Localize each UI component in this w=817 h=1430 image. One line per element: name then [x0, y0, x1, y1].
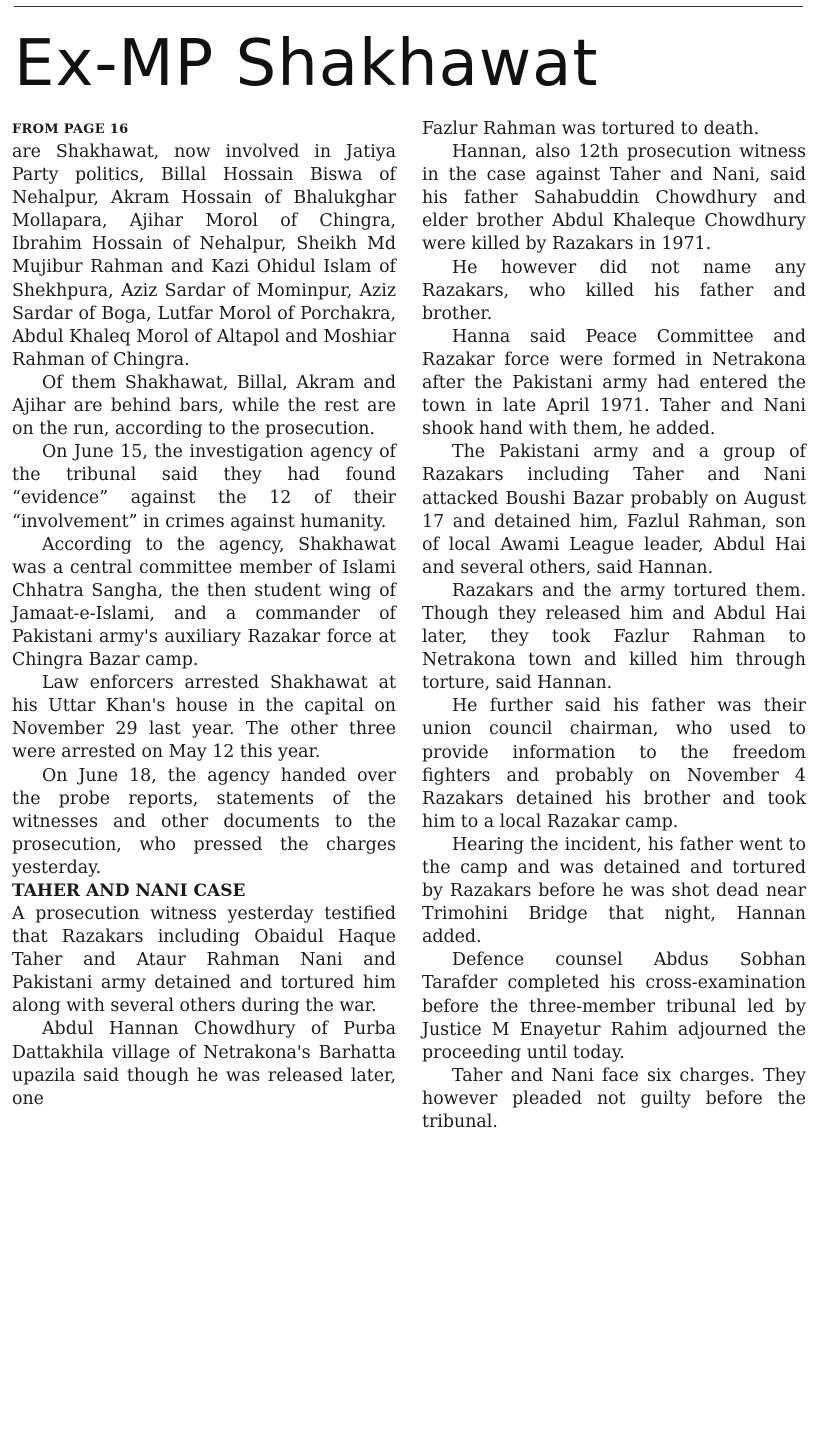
article-paragraph: The Pakistani army and a group of Razakars including Taher and Nani attacked Boushi Bazar probably on August 17 and detained him, Fazlul Rahman, son of local Awami League leader, Abdul Hai and several others, said Hannan.: [422, 442, 806, 578]
article-paragraph: On June 18, the agency handed over the probe reports, statements of the witnesses and other documents to the prosecution, who pressed the charges yesterday.: [12, 765, 396, 878]
article-paragraph: Hanna said Peace Committee and Razakar force were formed in Netrakona after the Pakistani army had entered the town in late April 1971. Taher and Nani shook hand with them, he added.: [422, 326, 806, 440]
article-paragraph: Hearing the incident, his father went to the camp and was detained and tortured by Razakars before he was shot dead near Trimohini Bridge that night, Hannan added.: [422, 834, 806, 948]
left-column: [12, 118, 396, 1111]
right-column: [422, 118, 806, 1134]
article-paragraph: Defence counsel Abdus Sobhan Tarafder completed his cross-examination before the three-member tribunal led by Justice M Enayetur Rahim adjourned the proceeding until today.: [422, 950, 806, 1063]
headline: Ex-MP Shakhawat: [14, 27, 599, 101]
section-subhead: TAHER AND NANI CASE: [12, 881, 246, 901]
article-paragraph: A prosecution witness yesterday testified that Razakars including Obaidul Haque Taher and Ataur Rahman Nani and Pakistani army detained and tortured him along with several others during the war.: [12, 904, 396, 1017]
article-paragraph: According to the agency, Shakhawat was a central committee member of Islami Chhatra Sangha, the then student wing of Jamaat-e-Islami, and a commander of Pakistani army's auxiliary Razakar force at Chingra Bazar camp.: [12, 534, 396, 671]
article-paragraph: Abdul Hannan Chowdhury of Purba Dattakhila village of Netrakona's Barhatta upazila said though he was released later, one: [12, 1019, 396, 1109]
kicker: FROM PAGE 16: [12, 122, 129, 137]
article-paragraph: Taher and Nani face six charges. They however pleaded not guilty before the tribunal.: [422, 1065, 806, 1133]
article-paragraph: He further said his father was their union council chairman, who used to provide information to the freedom fighters and probably on November 4 Razakars detained his brother and took him to a local Razakar camp.: [422, 696, 806, 832]
article-paragraph: are Shakhawat, now involved in Jatiya Party politics, Billal Hossain Biswa of Nehalpur, Akram Hossain of Bhalukghar Mollapara, Ajihar Morol of Chingra, Ibrahim Hossain of Nehalpur, Sheikh Md Mujibur Rahman and Kazi Ohidul Islam of Shekhpura, Aziz Sardar of Mominpur, Aziz Sardar of Boga, Lutfar Morol of Porchakra, Abdul Khaleq Morol of Altapol and Moshiar Rahman of Chingra.: [12, 142, 396, 370]
article-paragraph: Hannan, also 12th prosecution witness in the case against Taher and Nani, said his father Sahabuddin Chowdhury and elder brother Abdul Khaleque Chowdhury were killed by Razakars in 1971.: [422, 142, 806, 255]
article-paragraph: Law enforcers arrested Shakhawat at his Uttar Khan's house in the capital on November 29 last year. The other three were arrested on May 12 this year.: [12, 673, 396, 763]
article-paragraph: Of them Shakhawat, Billal, Akram and Ajihar are behind bars, while the rest are on the run, according to the prosecution.: [12, 372, 396, 440]
article-paragraph: On June 15, the investigation agency of the tribunal said they had found “evidence” against the 12 of their “involvement” in crimes against humanity.: [12, 442, 396, 532]
top-rule: [14, 6, 803, 7]
article-paragraph: Fazlur Rahman was tortured to death.: [422, 119, 760, 139]
article-paragraph: He however did not name any Razakars, who killed his father and brother.: [422, 257, 806, 324]
article-paragraph: Razakars and the army tortured them. Though they released him and Abdul Hai later, they took Fazlur Rahman to Netrakona town and killed him through torture, said Hannan.: [422, 580, 806, 694]
